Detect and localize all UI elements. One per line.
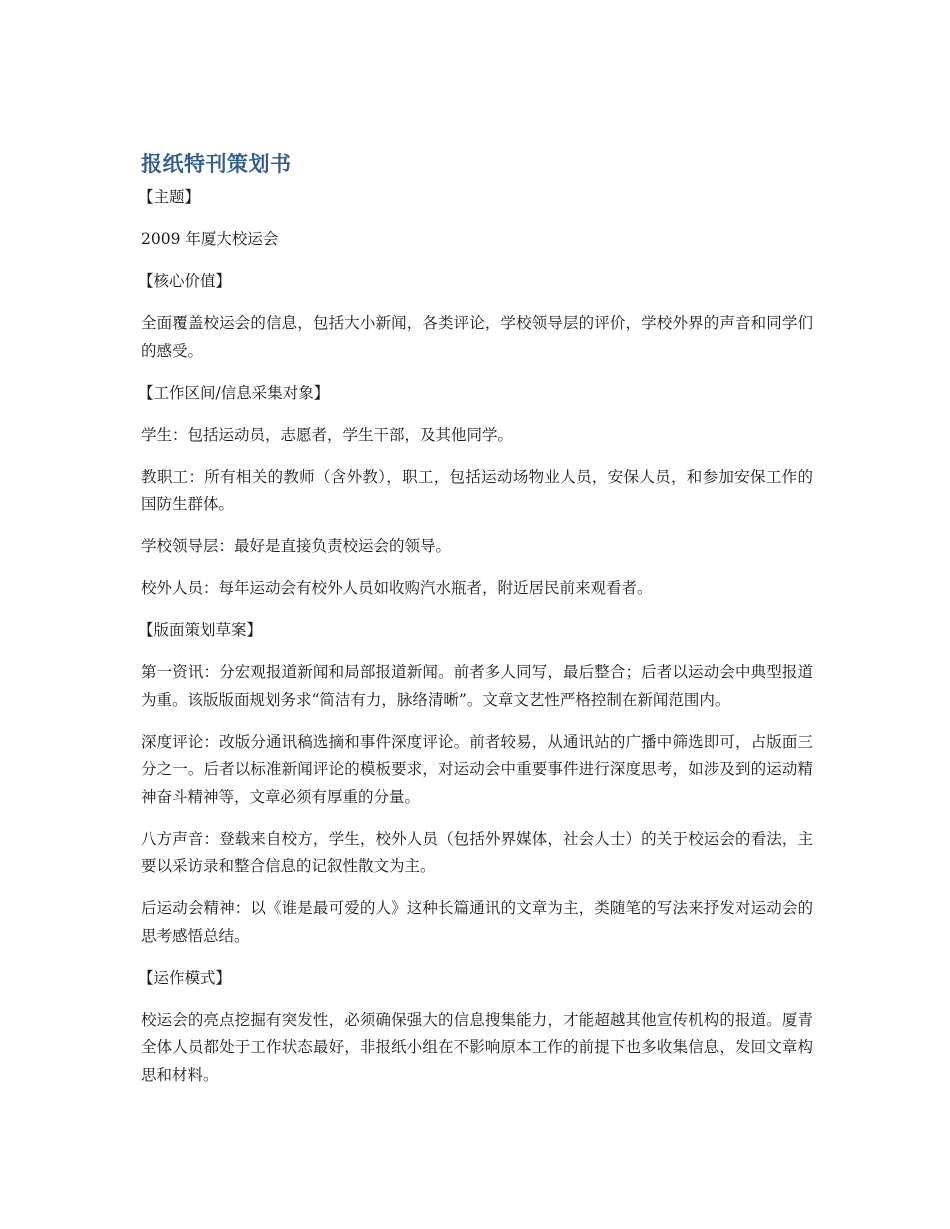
work-scope-leadership: 学校领导层：最好是直接负责校运会的领导。 (141, 537, 452, 555)
work-scope-staff: 教职工：所有相关的教师（含外教），职工，包括运动场物业人员，安保人员，和参加安保工作的国防生群体。 (141, 467, 813, 513)
core-value-text: 全面覆盖校运会的信息，包括大小新闻，各类评论，学校领导层的评价，学校外界的声音和同学们的感受。 (141, 314, 813, 360)
section-heading-theme: 【主题】 (138, 188, 201, 206)
layout-plan-voices: 八方声音：登载来自校方，学生，校外人员（包括外界媒体，社会人士）的关于校运会的看法，主要以采访录和整合信息的记叙性散文为主。 (141, 829, 813, 875)
work-scope-outsiders: 校外人员：每年运动会有校外人员如收购汽水瓶者，附近居民前来观看者。 (141, 579, 653, 597)
layout-plan-in-depth: 深度评论：改版分通讯稿选摘和事件深度评论。前者较易，从通讯站的广播中筛选即可，占版面三分之一。后者以标准新闻评论的模板要求，对运动会中重要事件进行深度思考，如涉及到的运动精神奋斗精神等，文章必须有厚重的分量。 (141, 732, 813, 806)
section-heading-layout-plan: 【版面策划草案】 (138, 621, 263, 639)
work-scope-students: 学生：包括运动员，志愿者，学生干部，及其他同学。 (141, 425, 514, 444)
layout-plan-post-spirit: 后运动会精神：以《谁是最可爱的人》这种长篇通讯的文章为主，类随笔的写法来抒发对运动会的思考感悟总结。 (141, 899, 813, 945)
section-heading-core-value: 【核心价值】 (138, 272, 232, 290)
theme-text: 2009 年厦大校运会 (141, 230, 279, 248)
section-heading-operation-mode: 【运作模式】 (138, 968, 232, 987)
document-title: 报纸特刊策划书 (141, 152, 292, 176)
document-page (138, 148, 813, 1104)
section-heading-work-scope: 【工作区间/信息采集对象】 (138, 383, 330, 402)
layout-plan-front-news: 第一资讯：分宏观报道新闻和局部报道新闻。前者多人同写，最后整合；后者以运动会中典型报道为重。该版版面规划务求“简洁有力，脉络清晰”。文章文艺性严格控制在新闻范围内。 (141, 663, 813, 709)
operation-mode-text: 校运会的亮点挖掘有突发性，必须确保强大的信息搜集能力，才能超越其他宣传机构的报道。厦青全体人员都处于工作状态最好，非报纸小组在不影响原本工作的前提下也多收集信息，发回文章构思和材料。 (141, 1010, 813, 1084)
